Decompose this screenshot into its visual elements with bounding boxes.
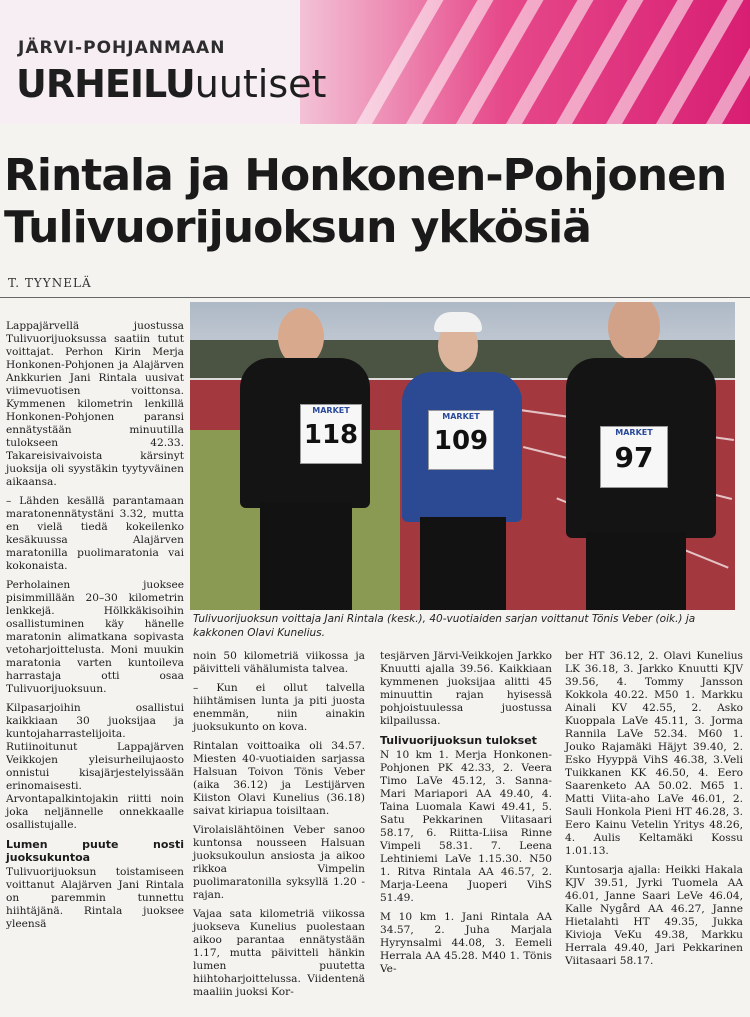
paragraph: Lappajärvellä juostussa Tulivuorijuoksussa saatiin tutut voittajat. Perhon Kirin Merja Honkonen-Pohjonen ja Alajärven Ankkurien Jani Rintala uusivat viimevuotisen voittonsa. Kymmenen kilometrin lenkillä Honkonen-Pohjonen paransi ennätystään minuutilla tulokseen 42.33. Takareisivaivoista kärsinyt juoksija oli syystäkin tyytyväinen aikaansa. xyxy=(6,320,184,488)
logo-bold: URHEILU xyxy=(16,62,195,106)
paragraph: – Kun ei ollut talvella hiihtämisen lunta ja piti juosta enemmän, niin ainakin juoksukunto on kova. xyxy=(193,682,365,733)
article-column-1 xyxy=(6,320,184,937)
paragraph: Tulivuorijuoksun toistamiseen voittanut Alajärven Jani Rintala on paremmin tunnettu hiihtäjänä. Rintala juoksee yleensä xyxy=(6,866,184,930)
athlete-legs xyxy=(586,532,686,610)
article-photo xyxy=(190,302,735,610)
bib-number: 118 xyxy=(303,420,359,450)
athlete-cap xyxy=(434,312,482,332)
bib-brand: MARKET xyxy=(442,412,480,421)
paragraph: Perholainen juoksee pisimmillään 20–30 kilometrin lenkkejä. Hölkkäkisoihin osallistuminen käy hänelle maratonin alimatkana sopivasta vetoharjoittelusta. Moni muukin maratonia varten kuntoileva harrastaja otti osaa Tulivuorijuoksuun. xyxy=(6,579,184,695)
athlete-118 xyxy=(220,302,390,610)
race-bib xyxy=(600,426,668,488)
paragraph: Rintalan voittoaika oli 34.57. Miesten 40-vuotiaiden sarjassa Halsuan Toivon Tönis Veber (aika 36.12) ja Lestijärven Kiiston Olavi Kunelius (36.18) saivat kiriapua toisiltaan. xyxy=(193,740,365,817)
photo-caption: Tulivuorijuoksun voittaja Jani Rintala (kesk.), 40-vuotiaiden sarjan voittanut Tönis Veber (oik.) ja kakkonen Olavi Kunelius. xyxy=(193,613,696,639)
article-byline: T. TYYNELÄ xyxy=(8,276,92,290)
results-heading: Tulivuorijuoksun tulokset xyxy=(380,734,537,747)
subheading: Lumen puute nosti juoksukuntoa xyxy=(6,838,184,864)
logo-light: uutiset xyxy=(194,62,327,106)
paragraph: noin 50 kilometriä viikossa ja päivitteli vähälumista talvea. xyxy=(193,650,365,675)
bib-number: 97 xyxy=(614,441,654,474)
paragraph: Kilpasarjoihin osallistui kaikkiaan 30 juoksijaa ja kuntojaharrastelijoita. Rutiinoitunut Lappajärven Veikkojen yleisurheilujaosto onnistui kisajärjestelyissään erinomaisesti. Arvontapalkintojakin riitti noin joka neljännelle onnekkaalle osallistujalle. xyxy=(6,702,184,831)
article-headline: Rintala ja Honkonen-Pohjonen Tulivuorijuoksun ykkösiä xyxy=(4,150,727,253)
article-column-4 xyxy=(565,650,743,974)
athlete-legs xyxy=(420,517,506,610)
results-fitness: Kuntosarja ajalla: Heikki Hakala KJV 39.51, Jyrki Tuomela AA 46.01, Janne Saari LeVe 46.04, Kalle Nygård AA 46.27, Janne Hietalahti HT 49.35, Jukka Kivioja VeKu 49.38, Markku Herrala 49.40, Jari Pekkarinen Viitasaari 58.17. xyxy=(565,864,743,967)
paragraph: tesjärven Järvi-Veikkojen Jarkko Knuutti ajalla 39.56. Kaikkiaan kymmenen juoksijaa alitti 45 minuuttin rajan hyisessä pohjoistuulessa juostussa kilpailussa. xyxy=(380,650,552,727)
results-women: N 10 km 1. Merja Honkonen-Pohjonen PK 42.33, 2. Veera Timo LaVe 45.12, 3. Sanna-Mari Mariapori AA 49.40, 4. Taina Luomala Kawi 49.41, 5. Satu Pekkarinen Viitasaari 58.17, 6. Riitta-Liisa Rinne Vimpeli 58.31. 7. Leena Lehtiniemi LaVe 1.15.30. N50 1. Ritva Rintala AA 46.57, 2. Marja-Leena Juoperi VihS 51.49. xyxy=(380,749,552,904)
article-column-2 xyxy=(193,650,365,1005)
results-men: M 10 km 1. Jani Rintala AA 34.57, 2. Juha Marjala Hyrynsalmi 44.08, 3. Eemeli Herrala AA 45.28. M40 1. Tönis Ve- xyxy=(380,911,552,975)
athlete-97 xyxy=(550,302,730,610)
section-logo xyxy=(16,60,326,108)
paragraph: Vajaa sata kilometriä viikossa juokseva Kunelius puolestaan aikoo parantaa ennätystään 1.17, mutta päivitteli hänkin lumen puutetta hiihtoharjoittelussa. Viidentenä maaliin juoksi Kor- xyxy=(193,908,365,998)
section-banner xyxy=(0,0,750,124)
athlete-legs xyxy=(260,502,352,610)
bib-brand: MARKET xyxy=(312,406,350,415)
athlete-109 xyxy=(390,302,540,610)
results-men-continued: ber HT 36.12, 2. Olavi Kunelius LK 36.18, 3. Jarkko Knuutti KJV 39.56, 4. Tommy Jansson Kokkola 40.22. M50 1. Markku Ainali KV 42.55, 2. Asko Kuoppala LaVe 45.11, 3. Jorma Rannila LaVe 52.34. M60 1. Jouko Rajamäki Häjyt 39.40, 2. Esko Hyyppä VihS 46.38, 3.Veli Tuikkanen KK 46.50, 4. Eero Saarenketo AA 50.02. M65 1. Matti Viita-aho LaVe 46.01, 2. Sauli Honkola Pieni HT 46.28, 3. Eero Kainu Vetelin Yritys 48.26, 4. Aulis Keltamäki Kossu 1.01.13. xyxy=(565,650,743,857)
bib-number: 109 xyxy=(433,426,489,456)
race-bib xyxy=(428,410,494,470)
byline-rule xyxy=(0,297,750,298)
race-bib xyxy=(300,404,362,464)
bib-brand: MARKET xyxy=(615,428,653,437)
paragraph: – Lähden kesällä parantamaan maratonennätystäni 3.32, mutta en vielä tiedä kokeilenko kesäkuussa Alajärven maratonilla puolimaratonia vai kokonaista. xyxy=(6,495,184,572)
athlete-head xyxy=(608,302,660,360)
article-column-3 xyxy=(380,650,552,982)
section-region: JÄRVI-POHJANMAAN xyxy=(18,38,226,58)
paragraph: Virolaislähtöinen Veber sanoo kuntonsa nousseen Halsuan juoksukoulun ansiosta ja aikoo rikkoa Vimpelin puolimaratonilla syksyllä 1.20 -rajan. xyxy=(193,824,365,901)
